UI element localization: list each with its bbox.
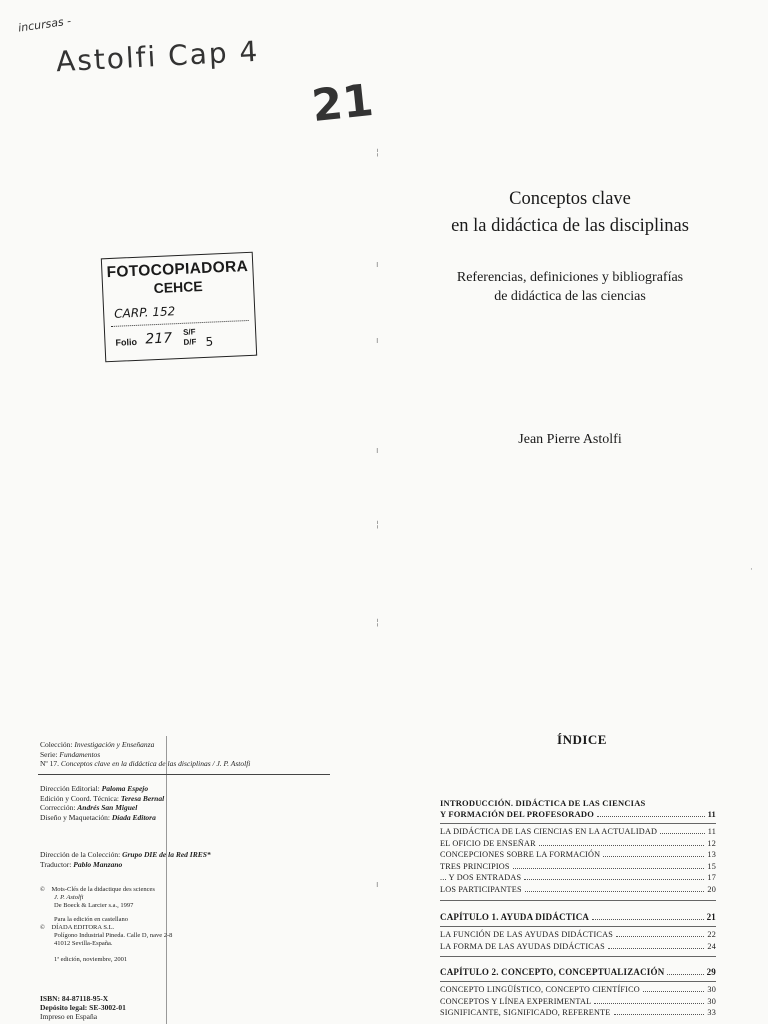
edicion-label: Edición y Coord. Técnica: bbox=[40, 793, 120, 803]
toc-intro-sections bbox=[440, 826, 716, 895]
direccion-editorial-value: Paloma Espejo bbox=[101, 784, 149, 793]
impreso: Impreso en España bbox=[40, 1012, 98, 1021]
toc-leader bbox=[616, 936, 704, 937]
toc-page: 11 bbox=[707, 827, 716, 836]
toc-leader bbox=[524, 879, 704, 880]
toc-leader bbox=[597, 816, 704, 817]
direccion-coleccion-value: Grupo DIE de la Red IRES* bbox=[122, 850, 211, 859]
gutter-mark: ı bbox=[376, 446, 379, 456]
stamp-sf-label: S/F bbox=[182, 327, 196, 337]
book-subtitle bbox=[440, 268, 700, 306]
numero-value: Conceptos clave en la didáctica de las disciplinas / J. P. Astolfi bbox=[60, 759, 251, 768]
toc-leader bbox=[594, 1003, 704, 1004]
toc-introduction bbox=[440, 798, 716, 820]
toc-page: 15 bbox=[707, 861, 716, 871]
toc-leader bbox=[513, 868, 705, 869]
book-title-line1: Conceptos clave bbox=[509, 189, 631, 209]
toc-section-label: LA FUNCIÓN DE LAS AYUDAS DIDÁCTICAS bbox=[440, 930, 613, 939]
stamp-folio-value: 217 bbox=[145, 330, 173, 348]
toc-page: 30 bbox=[707, 996, 716, 1006]
stamp-sf-df bbox=[183, 327, 197, 348]
toc-section-label: LA FORMA DE LAS AYUDAS DIDÁCTICAS bbox=[440, 941, 605, 951]
toc-page: 24 bbox=[707, 941, 716, 951]
toc-divider bbox=[440, 981, 716, 982]
isbn: ISBN: 84-87118-95-X bbox=[40, 994, 109, 1003]
copyright-original-publisher: De Boeck & Larcier s.a., 1997 bbox=[54, 902, 134, 909]
coleccion-value: Investigación y Enseñanza bbox=[74, 740, 155, 749]
toc-intro-line2: Y FORMACIÓN DEL PROFESORADO bbox=[440, 809, 595, 819]
toc-section[interactable] bbox=[440, 996, 716, 1008]
copyright-original-title: Mots-Clés de la didactique des sciences bbox=[51, 886, 155, 893]
toc-section-label: LOS PARTICIPANTES bbox=[440, 884, 522, 894]
toc-divider bbox=[440, 926, 716, 927]
toc-page: 33 bbox=[707, 1008, 716, 1017]
margin-mark: · bbox=[750, 565, 753, 575]
index-heading: ÍNDICE bbox=[557, 732, 607, 747]
stamp-line2: CEHCE bbox=[153, 277, 203, 297]
toc-section-label: LA DIDÁCTICA DE LAS CIENCIAS EN LA ACTUALIDAD bbox=[440, 827, 658, 836]
handwritten-top-note: incursas - bbox=[17, 14, 72, 35]
toc-chapter2-sections bbox=[440, 984, 716, 1019]
toc-divider bbox=[440, 956, 716, 957]
toc-section-label: CONCEPTO LINGÜÍSTICO, CONCEPTO CIENTÍFICO bbox=[440, 985, 640, 994]
toc-leader bbox=[603, 856, 704, 857]
toc-page: 17 bbox=[707, 873, 716, 882]
toc-leader bbox=[592, 919, 704, 920]
book-subtitle-line1: Referencias, definiciones y bibliografías bbox=[456, 270, 684, 285]
toc-section[interactable] bbox=[440, 872, 716, 884]
deposito-legal: Depósito legal: SE-3002-01 bbox=[40, 1003, 126, 1012]
edition-note: Para la edición en castellano bbox=[54, 916, 128, 923]
toc-section[interactable] bbox=[440, 884, 716, 896]
diseno-value: Díada Editora bbox=[111, 812, 156, 822]
handwritten-author-note: Astolfi Cap 4 bbox=[55, 34, 261, 79]
toc-section-label: SIGNIFICANTE, SIGNIFICADO, REFERENTE bbox=[440, 1008, 611, 1017]
serie-value: Fundamentos bbox=[59, 749, 101, 759]
copyright-info: © Mots-Clés de la didactique des sciences J. P. Astolfi De Boeck & Larcier s.a., 1997 Para la edición en castellano © DÍADA EDITORA S.L. Polígono Industrial Pineda. Calle D, nave 2-8 41012 Sevilla-España. 1ª edición, noviembre, 2001 bbox=[40, 886, 173, 963]
toc-leader bbox=[643, 991, 705, 992]
toc-page: 29 bbox=[706, 967, 716, 977]
toc-section[interactable] bbox=[440, 984, 716, 996]
gutter-mark: ¦ bbox=[376, 618, 380, 628]
toc-chapter1 bbox=[440, 911, 716, 923]
page-spine-line bbox=[166, 736, 167, 1024]
toc-leader bbox=[614, 1014, 705, 1015]
book-subtitle-line2: de didáctica de las ciencias bbox=[494, 289, 646, 304]
collection-info bbox=[40, 740, 250, 769]
gutter-mark: ı bbox=[376, 336, 379, 346]
toc-section[interactable] bbox=[440, 941, 716, 953]
correccion-label: Corrección: bbox=[40, 803, 76, 812]
gutter-mark: ı bbox=[376, 260, 379, 270]
toc-section[interactable] bbox=[440, 861, 716, 873]
editorial-credits bbox=[40, 784, 164, 822]
traductor-label: Traductor: bbox=[40, 859, 72, 869]
toc-section-label: TRES PRINCIPIOS bbox=[440, 861, 510, 871]
gutter-mark: ı bbox=[376, 880, 379, 890]
stamp-folio-label: Folio bbox=[115, 336, 138, 348]
toc-page: 20 bbox=[707, 884, 716, 894]
collection-direction bbox=[40, 850, 211, 869]
toc-intro-entry[interactable] bbox=[440, 809, 716, 820]
toc-leader bbox=[667, 974, 703, 975]
toc-leader bbox=[608, 948, 705, 949]
toc-section-label: ... Y DOS ENTRADAS bbox=[440, 873, 522, 882]
toc-page: 22 bbox=[707, 930, 716, 939]
toc-leader bbox=[539, 845, 705, 846]
gutter-mark: ¦ bbox=[376, 148, 380, 158]
coleccion-label: Colección: bbox=[40, 740, 73, 749]
toc-section[interactable] bbox=[440, 826, 716, 838]
toc-leader bbox=[525, 891, 705, 892]
first-edition: 1ª edición, noviembre, 2001 bbox=[54, 956, 128, 963]
toc-leader bbox=[660, 833, 705, 834]
toc-divider bbox=[440, 823, 716, 824]
publisher-address1: Polígono Industrial Pineda. Calle D, nave 2-8 bbox=[54, 932, 173, 939]
publisher-name: DÍADA EDITORA S.L. bbox=[51, 924, 115, 931]
toc-section-label: EL OFICIO DE ENSEÑAR bbox=[440, 838, 536, 848]
credits-divider bbox=[38, 774, 330, 775]
toc-section[interactable] bbox=[440, 838, 716, 850]
serie-label: Serie: bbox=[40, 749, 58, 759]
stamp-df-value: 5 bbox=[205, 334, 214, 349]
toc-section[interactable] bbox=[440, 849, 716, 861]
direccion-coleccion-label: Dirección de la Colección: bbox=[40, 850, 121, 859]
edicion-value: Teresa Bernal bbox=[120, 793, 165, 803]
stamp-line1: FOTOCOPIADORA bbox=[106, 257, 249, 282]
correccion-value: Andrés San Miguel bbox=[77, 803, 138, 812]
toc-chapter-entry[interactable] bbox=[440, 966, 716, 978]
stamp-dotted-line bbox=[111, 320, 249, 327]
toc-section-label: CONCEPTOS Y LÍNEA EXPERIMENTAL bbox=[440, 996, 592, 1006]
book-title-line2: en la didáctica de las disciplinas bbox=[451, 216, 689, 236]
toc-chapter-label: CAPÍTULO 2. CONCEPTO, CONCEPTUALIZACIÓN bbox=[440, 967, 665, 977]
book-author: Jean Pierre Astolfi bbox=[518, 432, 622, 447]
toc-chapter2 bbox=[440, 966, 716, 978]
traductor-value: Pablo Manzano bbox=[73, 859, 123, 869]
toc-section[interactable] bbox=[440, 1007, 716, 1019]
toc-chapter-entry[interactable] bbox=[440, 911, 716, 923]
stamp-df-label: D/F bbox=[183, 337, 197, 347]
copyright-author: J. P. Astolfi bbox=[54, 894, 84, 901]
toc-page: 12 bbox=[707, 838, 716, 848]
toc-page: 21 bbox=[706, 912, 716, 922]
toc-divider bbox=[440, 900, 716, 901]
toc-section-label: CONCEPCIONES SOBRE LA FORMACIÓN bbox=[440, 850, 601, 859]
photocopy-stamp bbox=[101, 252, 257, 363]
toc-section[interactable] bbox=[440, 929, 716, 941]
gutter-mark: ¦ bbox=[376, 520, 380, 530]
direccion-editorial-label: Dirección Editorial: bbox=[40, 784, 100, 793]
toc-page: 13 bbox=[707, 850, 716, 859]
toc-chapter1-sections bbox=[440, 929, 716, 952]
handwritten-page-number: 21 bbox=[309, 74, 376, 133]
toc-intro-line1: INTRODUCCIÓN. DIDÁCTICA DE LAS CIENCIAS bbox=[440, 798, 646, 808]
toc-page: 11 bbox=[707, 809, 716, 819]
publisher-address2: 41012 Sevilla-España. bbox=[54, 940, 113, 947]
toc-chapter-label: CAPÍTULO 1. AYUDA DIDÁCTICA bbox=[440, 912, 590, 922]
numero-label: Nº 17. bbox=[40, 759, 59, 768]
stamp-carp: CARP. 152 bbox=[113, 304, 176, 321]
toc-page: 30 bbox=[707, 985, 716, 994]
diseno-label: Diseño y Maquetación: bbox=[40, 812, 110, 822]
book-title bbox=[440, 186, 700, 240]
legal-info bbox=[40, 994, 126, 1021]
